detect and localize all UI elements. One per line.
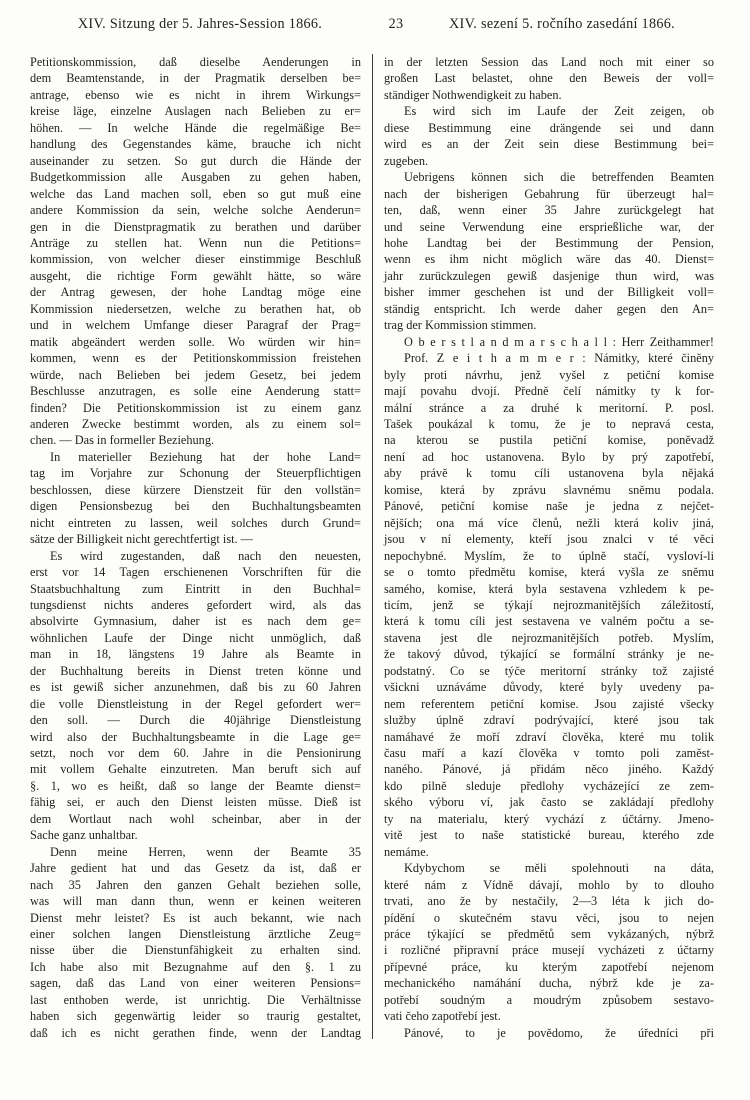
text-line: ského výboru ví, jak často se zakládají předlohy — [384, 795, 714, 810]
text-line: mální stránce a za druhé k meritorní. P. posl. — [384, 400, 714, 415]
text-line: und seine Verwendung eine ersprießliche war, der — [384, 219, 714, 234]
text-line: sagen, daß das Land von einer weiteren Pensions= — [30, 976, 361, 991]
text-line: jsou v ní elementy, kteří jsou znalci v té věci — [384, 532, 714, 547]
text-line: daß ich es nicht gerathen finde, wenn der Landtag — [30, 1025, 361, 1040]
text-line: handlung des Gegenstandes käme, brauche ich nicht — [30, 137, 361, 152]
page-number: 23 — [388, 16, 404, 32]
text-line: komise, která by zprávu slavnému sněmu podala. — [384, 482, 714, 497]
text-line: podstatný. Co se týče meritorní stránky tož zajisté — [384, 663, 714, 678]
text-line: Sache ganz unhaltbar. — [30, 828, 138, 843]
text-line: nach der bisherigen Gebahrung für überzeugt hal= — [384, 186, 714, 201]
text-line: in der letzten Session das Land noch mit einer so — [384, 55, 714, 69]
session-title-czech: XIV. sezení 5. ročního zasedání 1866. — [449, 16, 675, 32]
text-line: jahr zurückzulegen gewiß dasjenige thun wird, was — [384, 268, 714, 283]
text-line: se o tomto předmětu komise, která vyšla ze sněmu — [384, 565, 714, 580]
text-line: Beschlusse anzutragen, es solle eine Aenderung statt= — [30, 384, 361, 399]
text-line: služby úplně zdraví podrývající, které jsou tak — [384, 713, 714, 728]
text-line: dem Beamtenstande, in der Pragmatik derselben be= — [30, 71, 361, 86]
text-line: fähig sei, er auch den Dienst leisten müsse. Dieß ist — [30, 795, 361, 810]
text-line: ständiger Nothwendigkeit zu haben. — [384, 87, 562, 102]
text-line: finden? Die Petitionskommission ist zu einem ganz — [30, 400, 361, 415]
text-line: nach 35 Jahren den ganzen Gehalt beziehen solle, — [30, 877, 361, 892]
text-line: sätze der Billigkeit nicht gerechtfertigt ist. — — [30, 532, 253, 547]
text-line: naného. Pánové, já přidám něco jiného. Každý — [384, 762, 714, 777]
text-line: ty na materialu, který vychází z účtárny. Jmeno- — [384, 811, 714, 826]
text-line: nicht eintreten zu lassen, weil solches durch Grund= — [30, 515, 361, 530]
text-line: Budgetkommission alle Ausgaben zu gehen haben, — [30, 170, 361, 185]
text-line: vitě jest to naše statistické bureau, kterého zde — [384, 828, 714, 843]
text-line: beschlossen, diese kürzere Dienstzeit für den vollstän= — [30, 482, 361, 497]
text-line: wird es an der Zeit sein diese Bestimmung bei= — [384, 137, 714, 152]
text-line: nepochybné. Myslím, že to úplně stačí, vysloví-li — [384, 548, 714, 563]
text-line: welche das Land machen soll, eben so gut muß eine — [30, 186, 361, 201]
text-line: der Antrag gewesen, der hohe Landtag möge eine — [30, 285, 361, 300]
text-line: diese Bestimmung eine drängende sei und dann — [384, 120, 714, 135]
text-line: že takový důvod, týkající se formální stránky je ne- — [384, 647, 714, 662]
text-line: na kterou se pustila petiční komise, poněvadž — [384, 433, 714, 448]
text-line: großen Last belastet, ohne den Beweis der voll= — [384, 71, 714, 86]
text-line: Staatsbuchhaltung zum Eintritt in den Buchhal= — [30, 581, 361, 596]
text-line: tag im Vorjahre zur Schonung der Steuerpflichtigen — [30, 466, 361, 481]
text-line: mit vollem Gehalte einzutreten. Man beruft sich auf — [30, 762, 361, 777]
text-line: mají povahu dvojí. Předně čelí námitky ty k for- — [384, 384, 714, 399]
text-line: O b e r s t l a n d m a r s c h a l l : Herr Zeithammer! — [404, 334, 714, 349]
text-line: kommission, von welcher dieser einstimmige Beschluß — [30, 252, 361, 267]
text-line: anderen Zwecke bestimmt worden, als zu einem sol= — [30, 416, 361, 431]
text-line: byly proti návrhu, jenž vyšel z petiční komise — [384, 367, 714, 382]
text-line: zugeben. — [384, 153, 429, 168]
text-line: wird also der Buchhaltungsbeamte in die Lage ge= — [30, 729, 361, 744]
text-line: není ad hoc ustanovena. Bylo by prý zapotřebí, — [384, 449, 714, 464]
text-line: es ist gewiß sicher anzunehmen, daß bis zu 60 Jahren — [30, 680, 361, 695]
text-line: ticím, jenž se týkají nejrozmanitějších záležitostí, — [384, 597, 714, 612]
text-line: Kommission niedersetzen, welche zu berathen hat, ob — [30, 301, 361, 316]
text-line: In materieller Beziehung hat der hohe Land= — [50, 449, 361, 464]
left-column — [30, 54, 361, 1041]
text-line: namáhavé že moří zdraví člověka, které mu tolik — [384, 729, 714, 744]
text-line: nem referentem petiční komise. Jsou zajisté všecky — [384, 696, 714, 711]
right-column — [384, 54, 714, 1041]
text-line: aby právě k tomu cíli ustanovena byla nějaká — [384, 466, 714, 481]
text-line: chen. — Das in formeller Beziehung. — [30, 433, 215, 448]
text-line: höhen. — In welche Hände die regelmäßige Be= — [30, 120, 361, 135]
text-line: Tašek poukázal k tomu, že je to nepravá cesta, — [384, 416, 714, 431]
text-line: kreise läge, einzelne Auslagen nach Belieben zu er= — [30, 104, 361, 119]
text-line: Kdybychom se měli spolehnouti na dáta, — [404, 861, 714, 876]
text-line: i rozličné připravní práce musejí vycházeti z účtarny — [384, 943, 714, 958]
text-line: Es wird sich im Laufe der Zeit zeigen, ob — [404, 104, 714, 119]
text-line: nisse über die Dienstunfähigkeit zu erhalten sind. — [30, 943, 361, 958]
text-line: man in 18, längstens 19 Jahre als Beamte in — [30, 647, 361, 662]
text-line: würde, nach Belieben bei jedem Gesetz, bei jedem — [30, 367, 361, 382]
text-line: trag der Kommission stimmen. — [384, 318, 537, 333]
text-line: kommen, wenn es der Petitionskommission freistehen — [30, 351, 361, 366]
text-line: Uebrigens können sich die betreffenden Beamten — [404, 170, 714, 185]
text-line: matik abgeändert werden solle. Wo würden wir hin= — [30, 334, 361, 349]
text-line: přípevné práce, ku kterým zapotřebí nejenom — [384, 959, 714, 974]
text-line: ständig entspricht. Ich werde daher gegen den An= — [384, 301, 714, 316]
text-line: která k tomu cíli jest sestavena ve valném počtu a se- — [384, 614, 714, 629]
session-title-german: XIV. Sitzung der 5. Jahres-Session 1866. — [77, 16, 323, 32]
text-line: Dienst mehr leistet? Es ist auch bekannt, wie nach — [30, 910, 361, 925]
text-line: stavena jest dle nejrozmanitějších potřeb. Myslím, — [384, 630, 714, 645]
text-line: Pánové, to je povědomo, že úředníci při — [404, 1025, 714, 1040]
text-line: trvati, ano že by nestačily, 2—3 léta k jich do- — [384, 894, 714, 909]
text-line: den soll. — Durch die 40jährige Dienstleistung — [30, 713, 361, 728]
text-line: bisher immer geschehen ist und der Billigkeit voll= — [384, 285, 714, 300]
text-line: Denn meine Herren, wenn der Beamte 35 — [50, 844, 361, 859]
text-line: Pánové, petiční komise naše je jedna z nejčet- — [384, 499, 714, 514]
text-line: hohe Landtag bei der Bestimmung der Pension, — [384, 235, 714, 250]
text-line: mechanického namáhání ducha, nýbrž kde je za- — [384, 976, 714, 991]
column-divider — [372, 54, 373, 1039]
text-line: Petitionskommission, daß dieselbe Aenderungen in — [30, 55, 361, 69]
text-line: tungsdienst nichts anderes gefordert wird, als das — [30, 597, 361, 612]
page-header — [0, 16, 750, 33]
text-line: was will man dann thun, wenn er keinen weiteren — [30, 894, 361, 909]
text-line: času maří a kazí člověka v tomto poli zaměst- — [384, 746, 714, 761]
text-line: kdo pilně sleduje předlohy vycházející ze zem- — [384, 778, 714, 793]
text-line: práce týkající se předmětů sem vykázaných, nýbrž — [384, 927, 714, 942]
text-line: digen Pensionsbezug bei den Buchhaltungsbeamten — [30, 499, 361, 514]
text-line: erst vor 14 Tagen erschienenen Vorschriften für die — [30, 565, 361, 580]
text-line: vati čeho zapotřebí jest. — [384, 1009, 501, 1024]
text-line: auseinander zu setzen. So gut durch die Hände der — [30, 153, 361, 168]
text-line: Jahre gedient hat und das Gesetz da ist, daß er — [30, 861, 361, 876]
text-line: samého, komise, která byla sestavena vzhledem k pe- — [384, 581, 714, 596]
text-line: absolvirte Gymnasium, daher ist es nach dem ge= — [30, 614, 361, 629]
text-line: gen in die Dienstpragmatik zu berathen und darüber — [30, 219, 361, 234]
text-line: und in welchem Umfange dieser Paragraf der Prag= — [30, 318, 361, 333]
text-line: §. 1, wo es heißt, daß so lange der Beamte dienst= — [30, 778, 361, 793]
text-line: ausgeht, die richtige Form gewählt hätte, so wäre — [30, 268, 361, 283]
text-line: last enthoben werde, ist unrichtig. Die Verhältnisse — [30, 992, 361, 1007]
text-line: potřebí soudným a moudrým způsobem sestavo- — [384, 992, 714, 1007]
text-line: ten, daß, wenn einer 35 Jahre zurückgelegt hat — [384, 203, 714, 218]
text-line: haben sich gegenwärtig leider so traurig gestaltet, — [30, 1009, 361, 1024]
text-line: všickni uznáváme důvody, které byly uvedeny pa- — [384, 680, 714, 695]
text-line: andere Kommission da sein, welche solche Aenderun= — [30, 203, 361, 218]
text-line: Ich habe also mit Bezugnahme auf den §. 1 zu — [30, 959, 361, 974]
text-line: antrage, ebenso wie es nicht in ihrem Wirkungs= — [30, 87, 361, 102]
text-line: nemáme. — [384, 844, 429, 859]
text-line: Prof. Z e i t h a m m e r : Námitky, které činěny — [404, 351, 714, 366]
text-line: Es wird zugestanden, daß nach den neuesten, — [50, 548, 361, 563]
text-line: které nám z Vídně dávají, mohlo by to dlouho — [384, 877, 714, 892]
text-line: dem Wortlaut nach wohl scheinbar, aber in der — [30, 811, 361, 826]
text-line: einer solchen langen Dienstleistung ärztliche Zeug= — [30, 927, 361, 942]
text-line: wenn es ihm nicht möglich wäre das 40. Dienst= — [384, 252, 714, 267]
text-line: Anträge zu stellen hat. Wenn nun die Petitions= — [30, 235, 361, 250]
text-line: die volle Dienstleistung in der Regel gefordert wer= — [30, 696, 361, 711]
text-line: nějších; ona má více členů, nežli která koliv jiná, — [384, 515, 714, 530]
text-line: wöhnlichen Laufe der Dinge nicht unmöglich, daß — [30, 630, 361, 645]
text-line: der Buchhaltung bereits in Dienst treten könne und — [30, 663, 361, 678]
text-line: pídění o skutečném stavu věci, jsou to nejen — [384, 910, 714, 925]
text-line: setzt, noch vor dem 60. Jahre in die Pensionirung — [30, 746, 361, 761]
